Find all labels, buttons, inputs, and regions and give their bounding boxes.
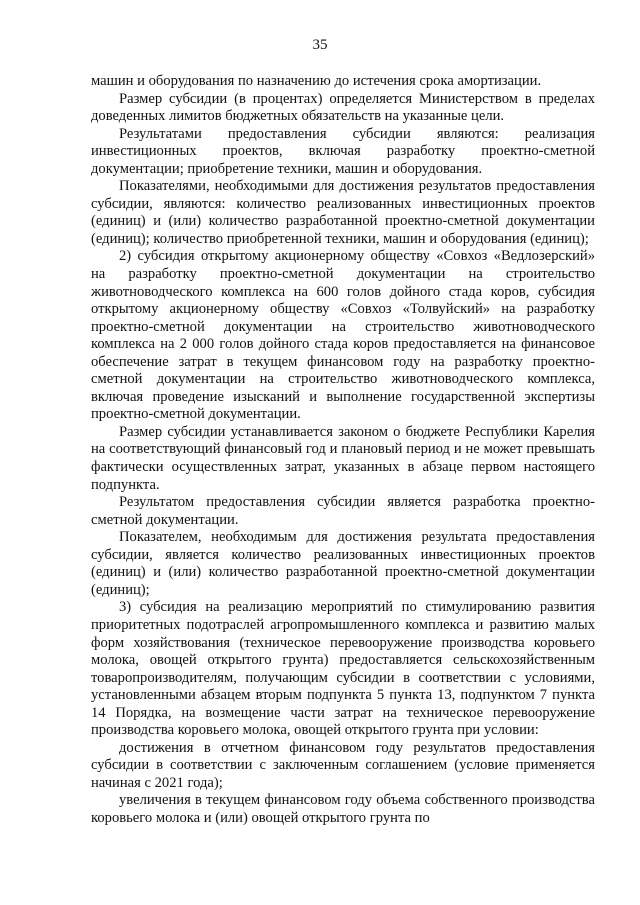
paragraph-item-3: 3) субсидия на реализацию мероприятий по стимулированию развития приоритетных подотраслей агропромышленного комплекса и развитию малых форм хозяйствования (техническое перевооружение производства коровьего молока, овощей открытого грунта) предоставляется сельскохозяйственным товаропроизводителям, получающим субсидии в соответствии с условиями, установленными абзацем вторым подпункта 5 пункта 13, подпунктом 7 пункта 14 Порядка, на возмещение части затрат на техническое перевооружение производства коровьего молока, овощей открытого грунта при условии: [91, 599, 595, 739]
paragraph-condition-results: достижения в отчетном финансовом году результатов предоставления субсидии в соответствии с заключенным соглашением (условие применяется начиная с 2021 года); [91, 739, 595, 791]
paragraph-subsidy-size: Размер субсидии (в процентах) определяется Министерством в пределах доведенных лимитов бюджетных обязательств на указанные цели. [91, 90, 595, 125]
document-body [91, 73, 595, 828]
paragraph-results: Результатами предоставления субсидии являются: реализация инвестиционных проектов, включая разработку проектно-сметной документации; приобретение техники, машин и оборудования. [91, 125, 595, 177]
paragraph-item-2-size: Размер субсидии устанавливается законом о бюджете Республики Карелия на соответствующий финансовый год и плановый период и не может превышать фактически осуществленных затрат, указанных в абзаце первом настоящего подпункта. [91, 423, 595, 493]
page-number: 35 [312, 37, 328, 53]
paragraph-condition-increase: увеличения в текущем финансовом году объема собственного производства коровьего молока и (или) овощей открытого грунта по [91, 792, 595, 826]
paragraph-indicators: Показателями, необходимыми для достижения результатов предоставления субсидии, являются: количество реализованных инвестиционных проектов (единиц) и (или) количество разработанной проектно-сметной документации (единиц); количество приобретенной техники, машин и оборудования (единиц); [91, 178, 595, 247]
paragraph-item-2-result: Результатом предоставления субсидии является разработка проектно-сметной документации. [91, 494, 595, 528]
paragraph-item-2: 2) субсидия открытому акционерному обществу «Совхоз «Ведлозерский» на разработку проектно-сметной документации на строительство животноводческого комплекса на 600 голов дойного стада коров, субсидия открытому акционерному обществу «Совхоз «Толвуйский» на разработку проектно-сметной документации на строительство животноводческого комплекса на 2 000 голов дойного стада коров предоставляется на финансовое обеспечение затрат в текущем финансовом году на разработку проектно-сметной документации на строительство животноводческого комплекса, включая проведение изысканий и выполнение государственной экспертизы проектно-сметной документации. [91, 248, 595, 423]
paragraph-continuation: машин и оборудования по назначению до истечения срока амортизации. [91, 73, 542, 89]
paragraph-item-2-indicator: Показателем, необходимым для достижения результата предоставления субсидии, является количество реализованных инвестиционных проектов (единиц) и (или) количество разработанной проектно-сметной документации (единиц); [91, 529, 595, 598]
